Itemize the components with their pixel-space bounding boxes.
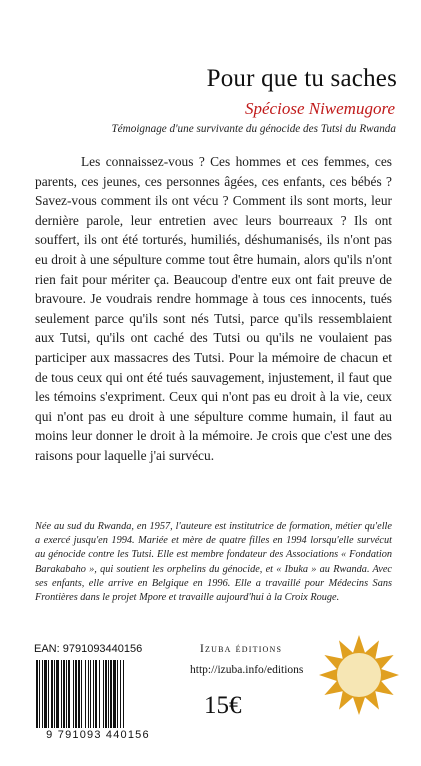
- barcode-bar: [85, 660, 86, 728]
- barcode-bar: [36, 660, 38, 728]
- author-name: Spéciose Niwemugore: [245, 99, 395, 118]
- blurb-text: Les connaissez-vous ? Ces hommes et ces femmes, ces parents, ces jeunes, ces personnes âgées, ces enfants, ces bébés ? Savez-vous comment ils ont vécu ? Comment ils sont morts, leur dernière parole, leur entretien avec leurs bourreaux ? Ils ont souffert, ils ont été torturés, humiliés, déshumanisés, ils n'ont pas eu droit à une sépulture comme tout être humain, alors qu'ils n'ont rien fait pour mériter ça. Beaucoup d'entre eux ont fait preuve de bravoure. Je voudrais rendre hommage à tous ces innocents, tués seulement parce qu'ils sont nés Tutsi, parce qu'ils ressemblaient aux Tutsi, qu'ils ont caché des Tutsi ou qu'ils ne voulaient pas participer aux massacres des Tutsi. Pour la mémoire de chacun et de tous ceux qui ont été tués sauvagement, injustement, il faut que les témoins s'expriment. Ceux qui n'ont pas eu droit à la vie, ceux qui n'ont pas eu droit à une sépulture comme humain, il faut au moins leur donner le droit à la mémoire. Je crois que c'est une des raisons pour laquelle j'ai survécu.: [35, 154, 392, 463]
- book-subtitle: Témoignage d'une survivante du génocide des Tutsi du Rwanda: [111, 123, 396, 135]
- barcode-bar: [117, 660, 118, 728]
- barcode-bar: [123, 660, 124, 728]
- barcode-bar: [95, 660, 97, 728]
- barcode-bar: [120, 660, 121, 728]
- barcode-bar: [63, 660, 65, 728]
- barcode-bar: [88, 660, 89, 728]
- barcode-bar: [73, 660, 74, 728]
- barcode-bar: [78, 660, 80, 728]
- barcode-bar: [61, 660, 62, 728]
- ean-label: EAN: 9791093440156: [34, 643, 143, 655]
- barcode-bar: [108, 660, 109, 728]
- barcode-bar: [51, 660, 53, 728]
- barcode-bar: [105, 660, 107, 728]
- book-title: Pour que tu saches: [206, 65, 397, 92]
- barcode-bar: [110, 660, 112, 728]
- barcode-bar: [113, 660, 116, 728]
- sun-icon: [318, 634, 400, 716]
- barcode-bar: [99, 660, 100, 728]
- barcode-bar: [66, 660, 67, 728]
- barcode-bar: [54, 660, 55, 728]
- blurb-paragraph: [35, 152, 392, 466]
- barcode-bar: [103, 660, 104, 728]
- barcode-bar: [39, 660, 40, 728]
- barcode-bar: [48, 660, 49, 728]
- barcode-bar: [81, 660, 82, 728]
- author-bio: Née au sud du Rwanda, en 1957, l'auteure est institutrice de formation, métier qu'elle a exercé jusqu'en 1994. Mariée et mère de quatre filles en 1994 lorsqu'elle survécut au génocide contre les Tutsi. Elle est membre fondateur des Associations « Fondation Barakabaho », qui soutient les orphelins du génocide, et « Ibuka » au Rwanda. Avec ses enfants, elle arrive en Belgique en 1996. Elle a travaillé pour Médecins Sans Frontières dans le projet Mpore et travaille aujourd'hui à la Croix Rouge.: [35, 521, 392, 604]
- price: 15€: [204, 692, 242, 719]
- barcode-bar: [90, 660, 91, 728]
- publisher-name: Izuba éditions: [200, 643, 283, 655]
- barcode-bar: [68, 660, 70, 728]
- barcode-bar: [44, 660, 47, 728]
- sun-core: [337, 653, 381, 697]
- barcode: [34, 660, 162, 728]
- barcode-bar: [75, 660, 77, 728]
- publisher-website: http://izuba.info/editions: [190, 664, 304, 676]
- barcode-bar: [93, 660, 94, 728]
- barcode-number: 9 791093 440156: [46, 729, 150, 741]
- barcode-bar: [56, 660, 59, 728]
- barcode-bar: [42, 660, 43, 728]
